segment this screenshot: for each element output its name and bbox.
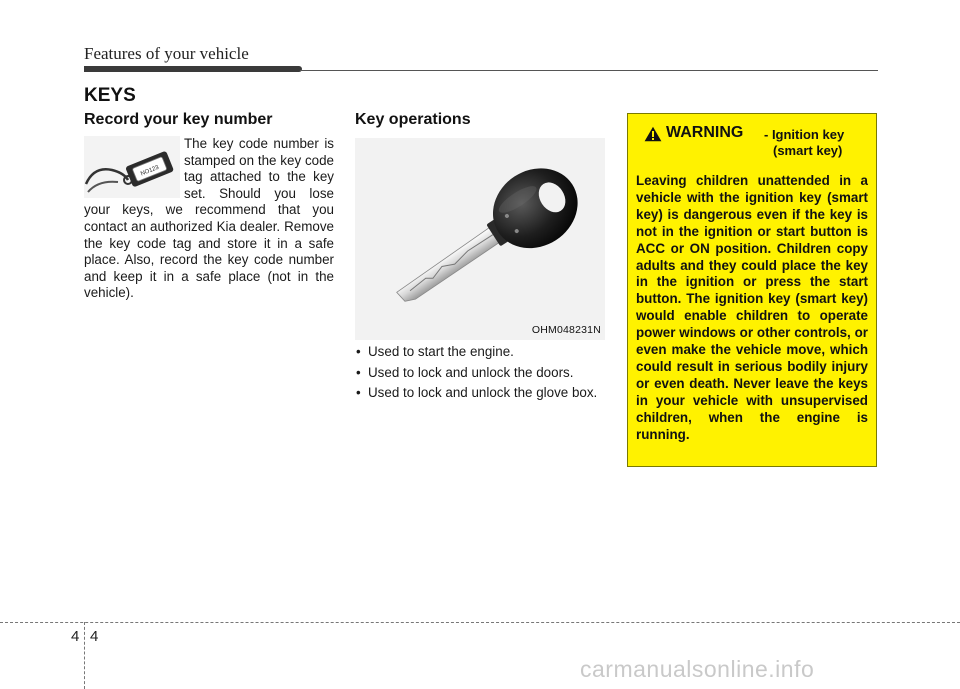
figure-caption: OHM048231N bbox=[531, 324, 601, 336]
record-heading: Record your key number bbox=[84, 111, 273, 128]
page-number: 4 bbox=[90, 628, 99, 645]
list-item: • Used to start the engine. bbox=[355, 344, 605, 360]
record-text: The key code number is stamped on the key code tag attached to the key set. Should you lose your keys, we recommend that you contact an authorized Kia dealer. Remove the key code tag and store it in a safe place. Also, record the key code number and keep it in a safe place (not in the vehicle). bbox=[84, 136, 334, 301]
svg-text:NO123: NO123 bbox=[139, 164, 160, 178]
page-header-title: Features of your vehicle bbox=[84, 44, 249, 63]
section-title: KEYS bbox=[84, 85, 136, 106]
footer-rule bbox=[0, 622, 960, 623]
warning-triangle-icon bbox=[644, 126, 662, 142]
header-rule bbox=[300, 70, 878, 71]
footer-divider bbox=[84, 622, 85, 689]
key-tag-image bbox=[84, 136, 180, 198]
warning-word: WARNING bbox=[666, 124, 744, 141]
header-bar bbox=[84, 66, 302, 72]
warning-text: Leaving children unattended in a vehicle with the ignition key (smart key) is dangerous even if the key is not in the ignition or start button is ACC or ON position. Children copy adults and they could place the key in the ignition or press the start button. The ignition key (smart key) would enable children to operate power windows or other controls, or even make the vehicle move, which could result in serious bodily injury or even death. Never leave the keys in your vehicle with unsupervised children, when the engine is running. bbox=[636, 173, 868, 442]
record-column bbox=[84, 136, 334, 302]
warning-subtitle-line1: - Ignition key bbox=[764, 127, 845, 142]
list-item: • Used to lock and unlock the doors. bbox=[355, 365, 605, 381]
ignition-key-image bbox=[355, 138, 605, 340]
operations-list bbox=[355, 344, 605, 406]
chapter-number: 4 bbox=[71, 628, 80, 645]
warning-subtitle-line2: (smart key) bbox=[773, 143, 843, 158]
watermark: carmanualsonline.info bbox=[580, 656, 815, 682]
key-image-box bbox=[355, 138, 605, 340]
warning-header bbox=[636, 123, 868, 159]
warning-box bbox=[627, 113, 877, 467]
list-item: • Used to lock and unlock the glove box. bbox=[355, 385, 605, 401]
operations-heading: Key operations bbox=[355, 111, 471, 128]
